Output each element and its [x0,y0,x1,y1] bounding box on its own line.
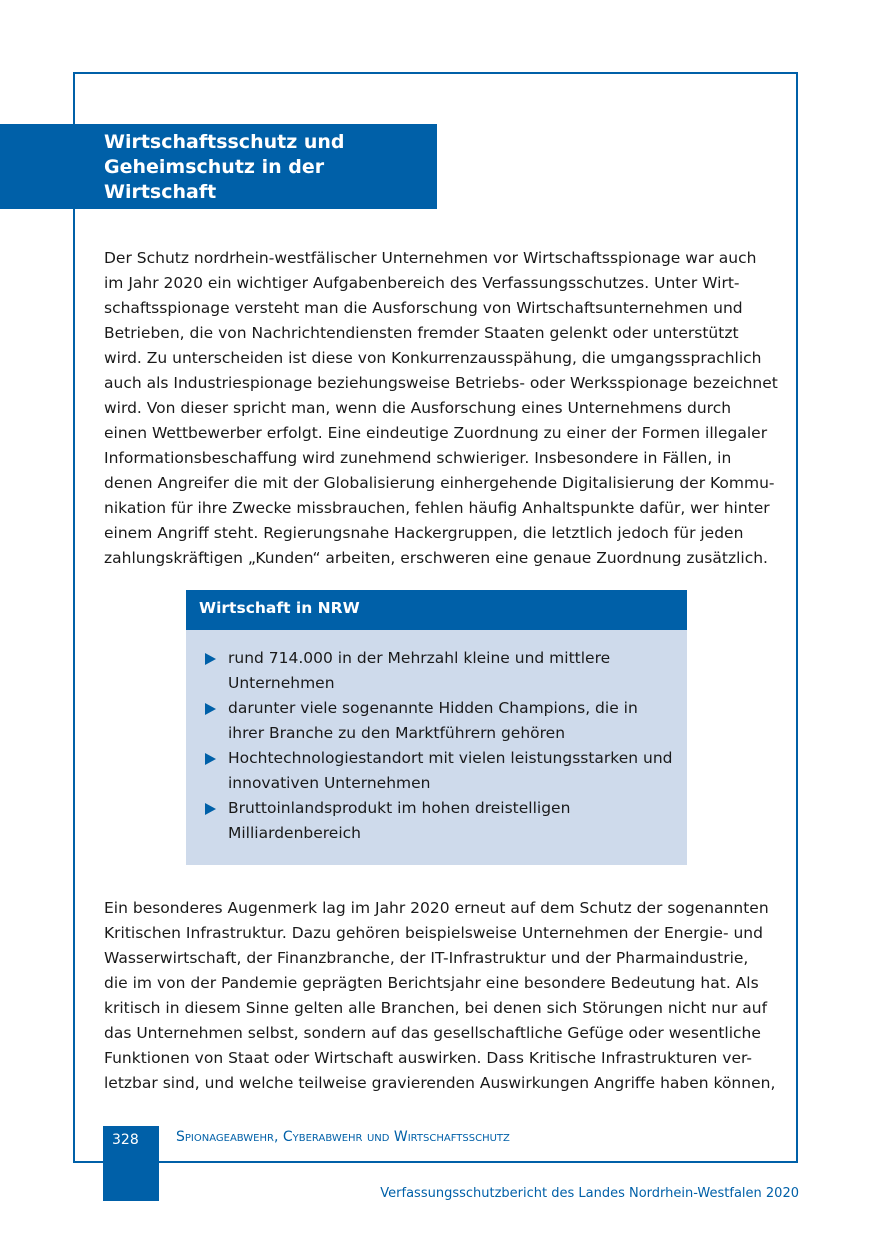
text-line: die im von der Pandemie geprägten Berichtsjahr eine besondere Bedeutung hat. Als [104,974,759,992]
list-item-line: Milliardenbereich [228,824,361,842]
text-line: Kritischen Infrastruktur. Dazu gehören beispielsweise Unternehmen der Energie- und [104,924,763,942]
section-title [0,124,437,209]
text-line: letzbar sind, und welche teilweise gravierenden Auswirkungen Angriffe haben können, [104,1074,776,1092]
list-item-line: darunter viele sogenannte Hidden Champions, die in [228,699,638,717]
second-paragraph [104,896,774,1096]
triangle-bullet-icon [205,653,216,665]
chapter-title: Spionageabwehr, Cyberabwehr und Wirtschaftsschutz [176,1129,510,1145]
intro-paragraph [104,246,778,571]
triangle-bullet-icon [205,803,216,815]
section-title-line: Wirtschaftsschutz und [104,131,345,153]
list-item [186,746,687,796]
triangle-bullet-icon [205,703,216,715]
text-line: wird. Zu unterscheiden ist diese von Konkurrenzausspähung, die umgangssprachlich [104,349,762,367]
list-item-line: innovativen Unternehmen [228,774,431,792]
text-line: denen Angreifer die mit der Globalisierung einhergehende Digitalisierung der Kommu- [104,474,775,492]
list-item-line: Unternehmen [228,674,335,692]
info-box-heading: Wirtschaft in NRW [186,590,687,630]
footer-text: Verfassungsschutzbericht des Landes Nordrhein-Westfalen 2020 [380,1186,799,1201]
text-line: Wasserwirtschaft, der Finanzbranche, der IT-Infrastruktur und der Pharmaindustrie, [104,949,749,967]
text-line: Informationsbeschaffung wird zunehmend schwieriger. Insbesondere in Fällen, in [104,449,732,467]
text-line: im Jahr 2020 ein wichtiger Aufgabenbereich des Verfassungsschutzes. Unter Wirt- [104,274,740,292]
list-item [186,646,687,696]
text-line: wird. Von dieser spricht man, wenn die Ausforschung eines Unternehmens durch [104,399,732,417]
text-line: Funktionen von Staat oder Wirtschaft auswirken. Dass Kritische Infrastrukturen ver- [104,1049,752,1067]
text-line: schaftsspionage versteht man die Ausforschung von Wirtschaftsunternehmen und [104,299,743,317]
text-line: zahlungskräftigen „Kunden“ arbeiten, erschweren eine genaue Zuordnung zusätzlich. [104,549,768,567]
text-line: einem Angriff steht. Regierungsnahe Hackergruppen, die letztlich jedoch für jeden [104,524,744,542]
list-item-line: Hochtechnologiestandort mit vielen leistungsstarken und [228,749,673,767]
text-line: auch als Industriespionage beziehungsweise Betriebs- oder Werksspionage bezeichnet [104,374,778,392]
text-line: das Unternehmen selbst, sondern auf das gesellschaftliche Gefüge oder wesentliche [104,1024,761,1042]
list-item [186,796,687,846]
list-item-line: Bruttoinlandsprodukt im hohen dreistelligen [228,799,571,817]
text-line: Der Schutz nordrhein-westfälischer Unternehmen vor Wirtschaftsspionage war auch [104,249,757,267]
info-box-list [186,630,687,846]
section-title-line: Geheimschutz in der [104,156,325,178]
list-item-line: rund 714.000 in der Mehrzahl kleine und mittlere [228,649,611,667]
text-line: Ein besonderes Augenmerk lag im Jahr 2020 erneut auf dem Schutz der sogenannten [104,899,769,917]
list-item [186,696,687,746]
page-number: 328 [103,1126,159,1201]
info-box [186,590,687,865]
text-line: Betrieben, die von Nachrichtendiensten fremder Staaten gelenkt oder unterstützt [104,324,739,342]
text-line: kritisch in diesem Sinne gelten alle Branchen, bei denen sich Störungen nicht nur auf [104,999,768,1017]
text-line: nikation für ihre Zwecke missbrauchen, fehlen häufig Anhaltspunkte dafür, wer hinter [104,499,770,517]
list-item-line: ihrer Branche zu den Marktführern gehören [228,724,566,742]
triangle-bullet-icon [205,753,216,765]
text-line: einen Wettbewerber erfolgt. Eine eindeutige Zuordnung zu einer der Formen illegaler [104,424,768,442]
section-title-line: Wirtschaft [104,181,217,203]
